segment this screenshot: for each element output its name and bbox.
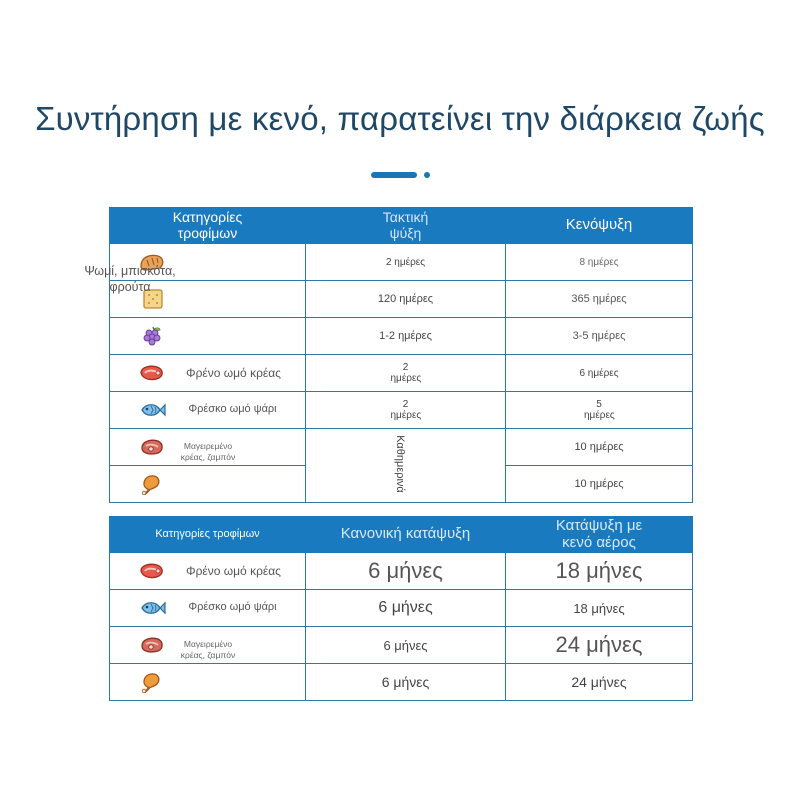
vacuum-value: 10 ημέρες bbox=[574, 478, 624, 490]
header-regular-cooling: Τακτική ψύξη bbox=[306, 208, 506, 244]
vacuum-value: 5 ημέρες bbox=[584, 398, 615, 421]
regular-value: 120 ημέρες bbox=[377, 293, 434, 305]
table-row bbox=[110, 318, 693, 355]
drumstick-icon bbox=[138, 473, 166, 495]
vacuum-value: 6 ημέρες bbox=[579, 368, 619, 379]
raw-meat-icon bbox=[138, 362, 166, 384]
grapes-icon bbox=[138, 325, 166, 347]
vacuum-value: 8 ημέρες bbox=[579, 257, 619, 268]
vacuum-value: 18 μήνες bbox=[573, 600, 625, 616]
daily-label: Καθημερινά bbox=[394, 435, 407, 493]
table-header-row bbox=[110, 208, 693, 244]
cooked-meat-icon bbox=[138, 634, 166, 656]
table-row bbox=[110, 392, 693, 429]
regular-value: 1-2 ημέρες bbox=[379, 330, 432, 342]
header-food-category: Κατηγορίες τροφίμων bbox=[110, 517, 306, 553]
table-row bbox=[110, 355, 693, 392]
vacuum-value: 10 ημέρες bbox=[574, 441, 624, 453]
food-label: Φρέσκο ωμό ψάρι bbox=[188, 601, 277, 614]
header-vacuum-cooling: Κενόψυξη bbox=[506, 208, 693, 244]
regular-value: 6 μήνες bbox=[378, 599, 433, 616]
table-header-row bbox=[110, 517, 693, 553]
regular-value: 2 ημέρες bbox=[390, 361, 422, 384]
cooked-meat-icon bbox=[138, 436, 166, 458]
regular-value: 6 μήνες bbox=[383, 637, 428, 653]
table-row bbox=[110, 244, 693, 281]
food-label: Μαγειρεμένο κρέας, ζαμπόν bbox=[180, 440, 236, 462]
vacuum-value: 24 μήνες bbox=[555, 632, 643, 657]
fish-icon bbox=[138, 399, 166, 421]
vacuum-value: 18 μήνες bbox=[555, 558, 643, 583]
drumstick-icon bbox=[138, 671, 166, 693]
regular-value: 6 μήνες bbox=[368, 558, 443, 583]
raw-meat-icon bbox=[138, 560, 166, 582]
regular-value: 2 ημέρες bbox=[390, 398, 422, 421]
regular-value: 6 μήνες bbox=[381, 674, 430, 690]
vacuum-value: 24 μήνες bbox=[571, 674, 627, 690]
page-title: Συντήρηση με κενό, παρατείνει την διάρκεια ζωής bbox=[35, 100, 765, 137]
header-vacuum-freezing: Κατάψυξη με κενό αέρος bbox=[506, 517, 693, 553]
vacuum-value: 365 ημέρες bbox=[571, 293, 627, 305]
divider-bar bbox=[371, 172, 417, 178]
regular-value: 2 ημέρες bbox=[385, 257, 426, 268]
food-label: Φρένο ωμό κρέας bbox=[186, 563, 281, 578]
vacuum-value: 3-5 ημέρες bbox=[572, 330, 626, 342]
bread-biscuit-fruit-label: Ψωμί, μπισκότα, φρούτα bbox=[84, 264, 176, 294]
table-row bbox=[110, 281, 693, 318]
food-label: Φρέσκο ωμό ψάρι bbox=[188, 403, 277, 416]
table-row bbox=[110, 590, 693, 627]
freezing-table bbox=[109, 516, 693, 701]
divider-dot bbox=[424, 172, 430, 178]
fish-icon bbox=[138, 597, 166, 619]
header-regular-freezing: Κανονική κατάψυξη bbox=[306, 517, 506, 553]
food-label: Μαγειρεμένο κρέας, ζαμπόν bbox=[180, 638, 236, 660]
header-food-category: Κατηγορίες τροφίμων bbox=[110, 208, 306, 244]
table-row bbox=[110, 627, 693, 664]
food-label: Φρένο ωμό κρέας bbox=[186, 365, 281, 380]
table-row bbox=[110, 664, 693, 701]
table-row bbox=[110, 553, 693, 590]
